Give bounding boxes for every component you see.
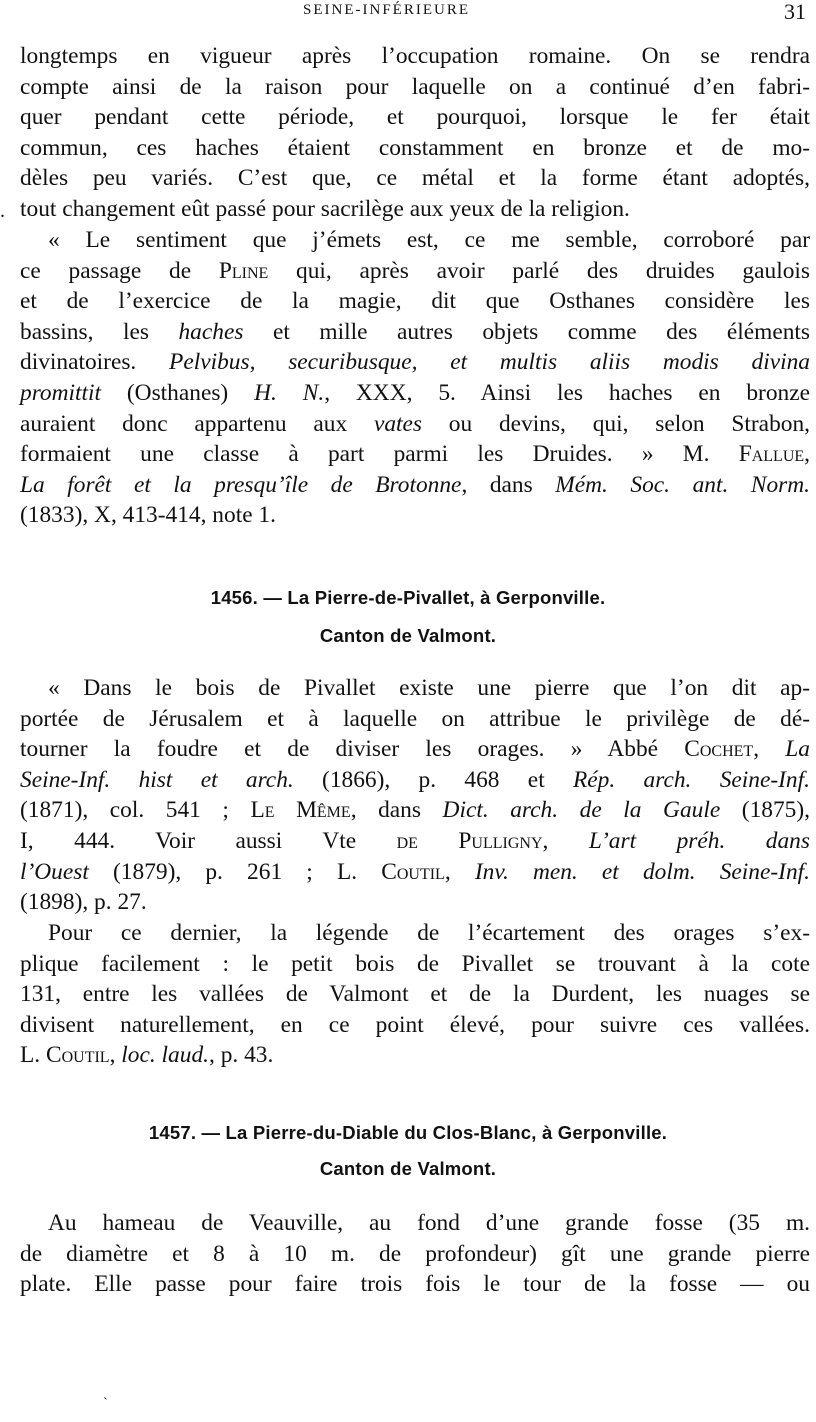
author-coutil: Coutil bbox=[381, 858, 445, 885]
text-line: (1898), p. 27. bbox=[20, 889, 147, 916]
text-line: bassins, les haches et mille autres objets comme des éléments bbox=[20, 318, 810, 345]
author-fallue: Fallue, bbox=[738, 441, 810, 468]
text-line: plate. Elle passe pour faire trois fois le tour de la fosse — ou bbox=[20, 1271, 810, 1298]
text-line: tout changement eût passé pour sacrilège aux yeux de la religion. bbox=[20, 195, 630, 222]
text-line: (1833), X, 413-414, note 1. bbox=[20, 502, 276, 529]
text-line: tourner la foudre et de diviser les orages. » Abbé Cochet, La bbox=[20, 736, 810, 763]
author-pline: Pline bbox=[218, 257, 269, 284]
text-line: L. Coutil, loc. laud., p. 43. bbox=[20, 1042, 274, 1069]
text-line: « Dans le bois de Pivallet existe une pierre que l’on dit ap- bbox=[48, 675, 810, 701]
text-line: divinatoires. Pelvibus, securibusque, et multis aliis modis divina bbox=[20, 349, 810, 376]
text-line: (1871), col. 541 ; Le Même, dans Dict. arch. de la Gaule (1875), bbox=[20, 797, 810, 824]
paragraph-pivallet bbox=[20, 673, 810, 918]
page-header bbox=[0, 2, 816, 28]
text-line: de diamètre et 8 à 10 m. de profondeur) gît une grande pierre bbox=[20, 1240, 810, 1267]
text-line: l’Ouest (1879), p. 261 ; L. Coutil, Inv. men. et dolm. Seine-Inf. bbox=[20, 858, 811, 885]
text-line: et de l’exercice de la magie, dit que Osthanes considère les bbox=[20, 288, 810, 315]
text-line: I, 444. Voir aussi Vte de Pulligny, L’art préh. dans bbox=[20, 827, 810, 854]
text-line: « Le sentiment que j’émets est, ce me semble, corroboré par bbox=[48, 227, 810, 253]
text-line: formaient une classe à part parmi les Druides. » M. Fallue, bbox=[20, 441, 810, 468]
text-line: Seine-Inf. hist et arch. (1866), p. 468 et Rép. arch. Seine-Inf. bbox=[20, 766, 810, 793]
text-line: plique facilement : le petit bois de Pivallet se trouvant à la cote bbox=[20, 950, 810, 977]
author-coutil: Coutil bbox=[45, 1042, 110, 1069]
entry-1456-title: 1456. — La Pierre-de-Pivallet, à Gerponville. bbox=[210, 587, 606, 608]
text-line: Au hameau de Veauville, au fond d’une grande fosse (35 m. bbox=[48, 1210, 810, 1236]
text-line: quer pendant cette période, et pourquoi, lorsque le fer était bbox=[20, 104, 810, 131]
entry-1456-canton: Canton de Valmont. bbox=[319, 625, 497, 646]
text-line: Pour ce dernier, la légende de l’écartement des orages s’ex- bbox=[48, 920, 810, 946]
text-line: divisent naturellement, en ce point élevé, pour suivre ces vallées. bbox=[20, 1011, 810, 1038]
paragraph-continuation bbox=[20, 41, 810, 225]
text-line: ce passage de Pline qui, après avoir parlé des druides gaulois bbox=[20, 257, 810, 284]
text-line: dèles peu variés. C’est que, ce métal et la forme étant adoptés, bbox=[20, 165, 810, 192]
text-line: longtemps en vigueur après l’occupation romaine. On se rendra bbox=[20, 43, 810, 69]
paragraph-quote-fallue bbox=[20, 225, 810, 531]
running-title: SEINE-INFÉRIEURE bbox=[303, 2, 470, 18]
page-number: 31 bbox=[784, 0, 806, 24]
text-line: portée de Jérusalem et à laquelle on attribue le privilège de dé- bbox=[20, 705, 810, 732]
text-line: commun, ces haches étaient constamment en bronze et de mo- bbox=[20, 134, 810, 161]
text-line: compte ainsi de la raison pour laquelle on a continué d’en fabri- bbox=[20, 73, 810, 100]
entry-1457-canton: Canton de Valmont. bbox=[319, 1158, 497, 1179]
author-cochet: Cochet bbox=[684, 736, 754, 763]
paragraph-explanation bbox=[20, 918, 810, 1071]
entry-1457-title: 1457. — La Pierre-du-Diable du Clos-Blanc, à Gerponville. bbox=[148, 1122, 668, 1143]
stray-mark: ` bbox=[103, 1396, 108, 1411]
text-line: 131, entre les vallées de Valmont et de la Durdent, les nuages se bbox=[20, 981, 810, 1008]
latin-quote: Pelvibus, securibusque, et multis aliis modis divina bbox=[169, 349, 810, 376]
stray-mark: . bbox=[0, 200, 5, 222]
text-line: promittit (Osthanes) H. N., XXX, 5. Ainsi les haches en bronze bbox=[20, 379, 810, 406]
author-pulligny: de Pulligny bbox=[396, 827, 543, 854]
paragraph-veauville bbox=[20, 1208, 810, 1300]
text-line: La forêt et la presqu’île de Brotonne, dans Mém. Soc. ant. Norm. bbox=[20, 471, 810, 498]
text-line: auraient donc appartenu aux vates ou devins, qui, selon Strabon, bbox=[20, 410, 810, 437]
